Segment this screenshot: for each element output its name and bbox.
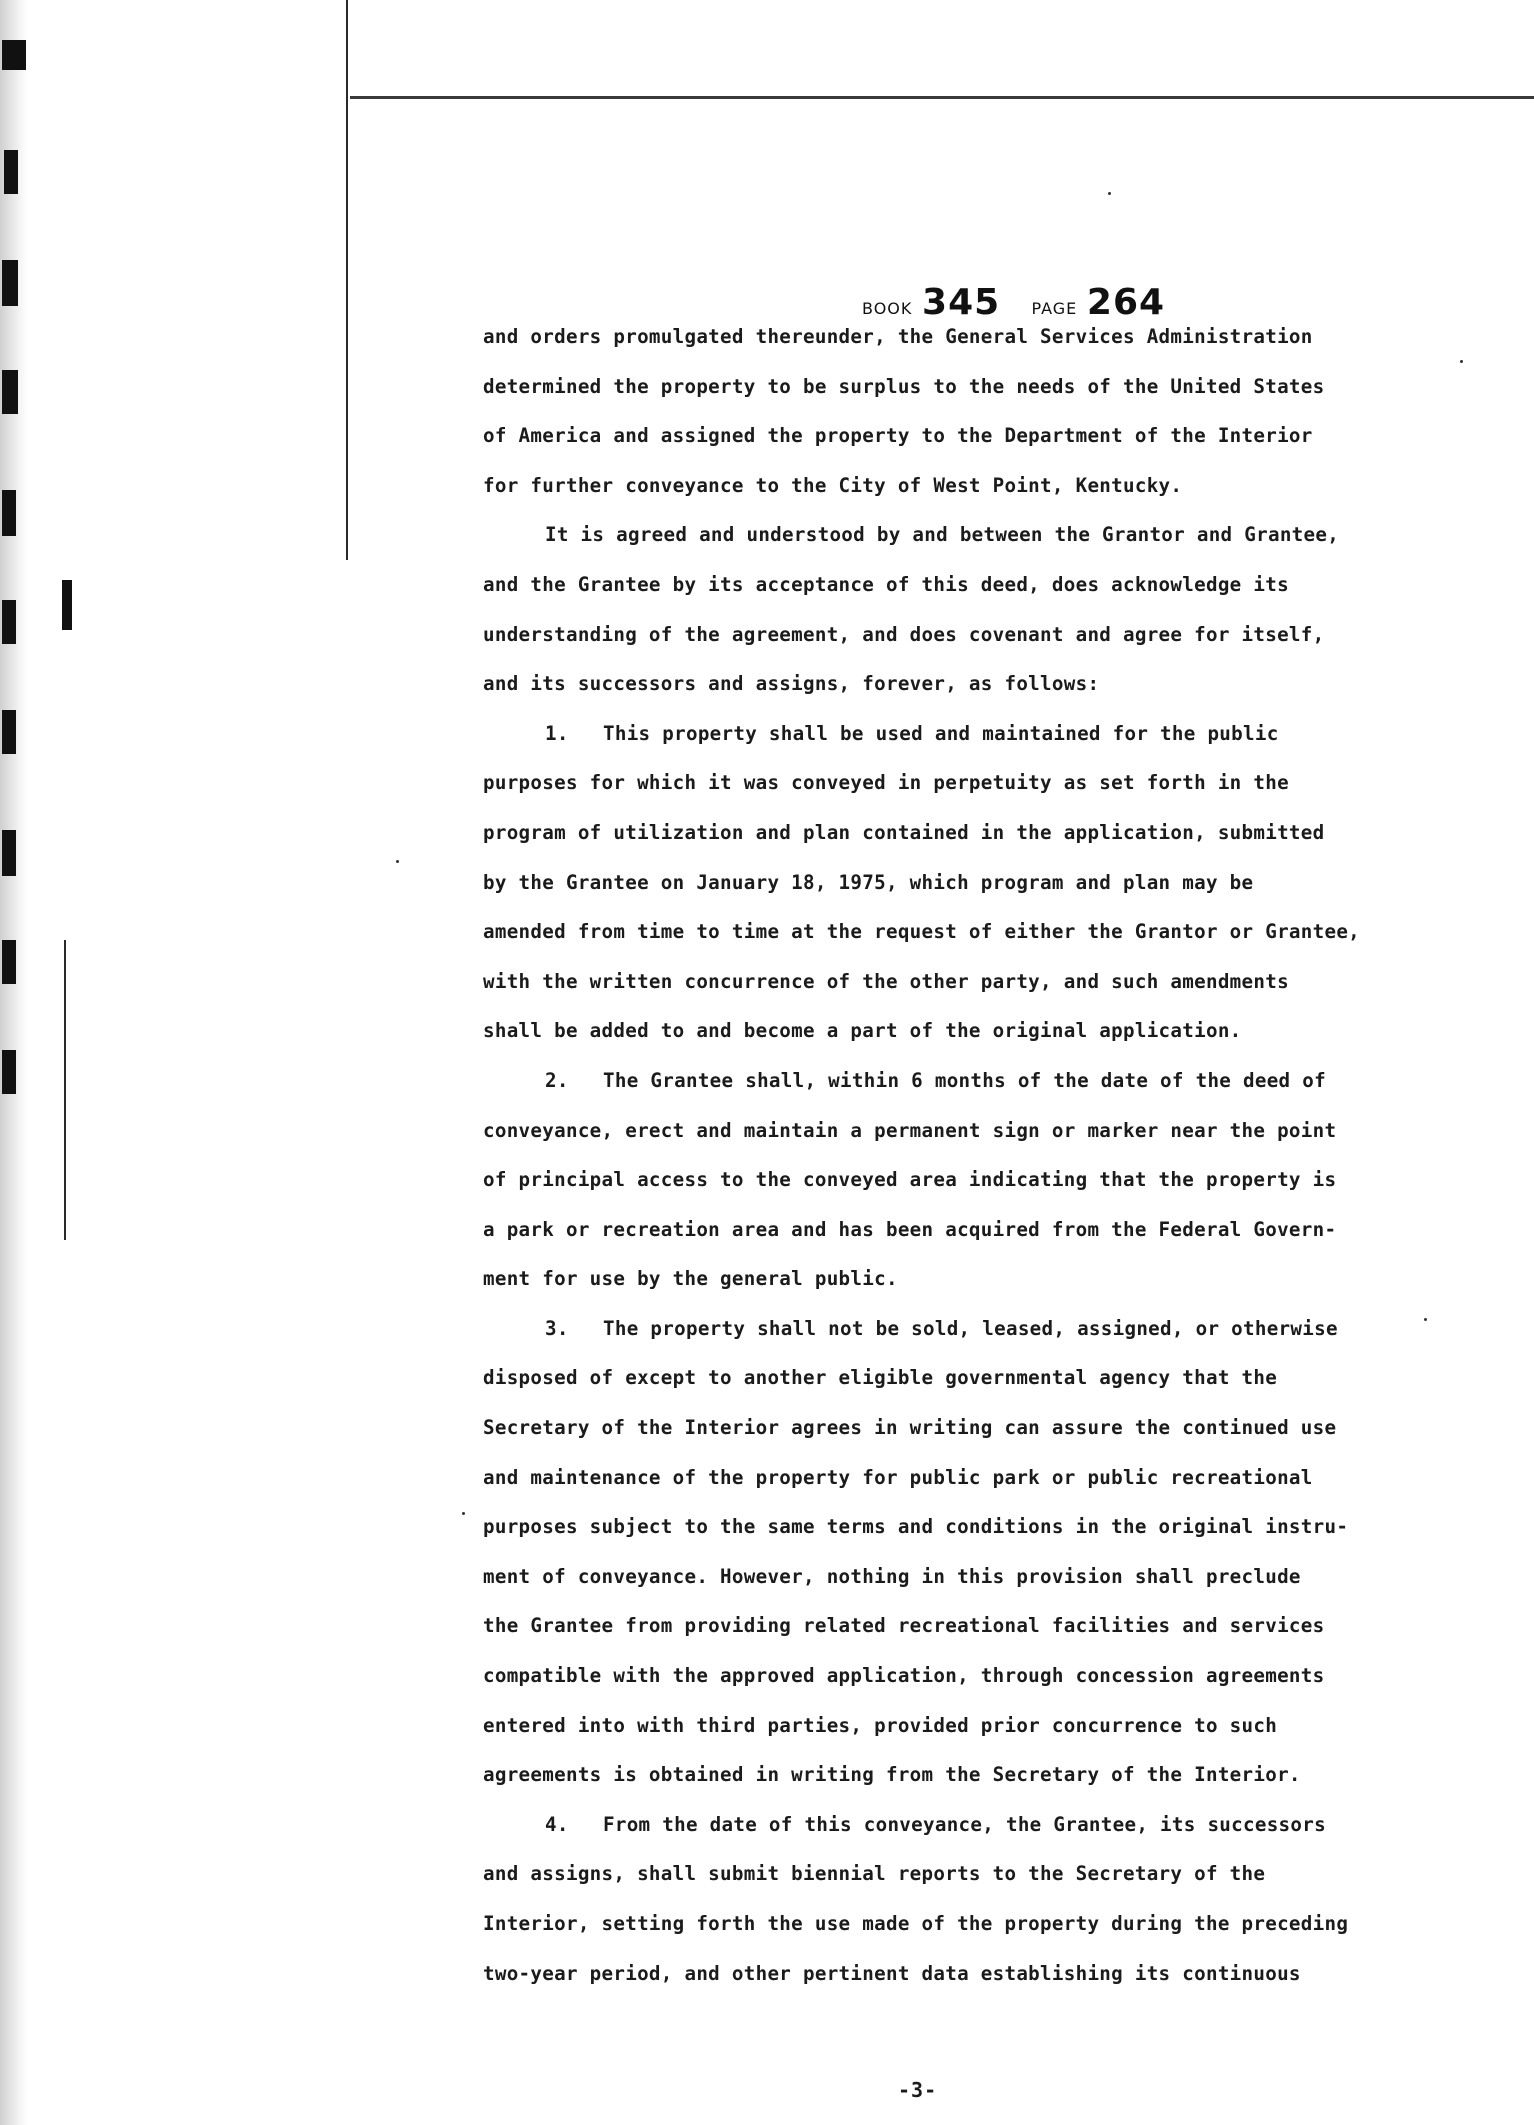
text-line bbox=[483, 957, 1363, 1007]
text-line bbox=[483, 1701, 1363, 1751]
line-text: and orders promulgated thereunder, the General Services Administration bbox=[483, 325, 1313, 348]
paragraph-number: 3. bbox=[545, 1316, 569, 1340]
scan-blot bbox=[2, 370, 18, 414]
paragraph-number: 4. bbox=[545, 1812, 569, 1836]
scan-blot bbox=[2, 710, 16, 754]
text-line bbox=[483, 1106, 1363, 1156]
text-line bbox=[483, 1949, 1363, 1999]
line-text: Secretary of the Interior agrees in writing can assure the continued use bbox=[483, 1416, 1337, 1440]
line-text: disposed of except to another eligible governmental agency that the bbox=[483, 1366, 1278, 1390]
line-text: From the date of this conveyance, the Grantee, its successors bbox=[603, 1812, 1326, 1836]
scan-speck bbox=[1460, 360, 1463, 363]
text-line bbox=[483, 907, 1363, 957]
scan-blot bbox=[2, 1050, 16, 1094]
text-line bbox=[483, 1056, 1363, 1106]
line-text: a park or recreation area and has been acquired from the Federal Govern- bbox=[483, 1217, 1337, 1241]
line-text: Interior, setting forth the use made of the property during the preceding bbox=[483, 1912, 1349, 1935]
text-line bbox=[483, 461, 1363, 511]
line-text: compatible with the approved application, through concession agreements bbox=[483, 1664, 1325, 1688]
text-line bbox=[483, 1205, 1363, 1255]
paragraph bbox=[483, 709, 1363, 1056]
paragraph bbox=[483, 1800, 1363, 1998]
line-text: two-year period, and other pertinent data establishing its continuous bbox=[483, 1961, 1301, 1985]
text-line bbox=[483, 1453, 1363, 1503]
line-text: the Grantee from providing related recreational facilities and services bbox=[483, 1614, 1325, 1638]
scan-speck bbox=[396, 860, 399, 863]
scan-blot bbox=[2, 40, 26, 70]
paragraph bbox=[483, 510, 1363, 708]
line-text: purposes subject to the same terms and conditions in the original instru- bbox=[483, 1515, 1349, 1539]
line-text: agreements is obtained in writing from the Secretary of the Interior. bbox=[483, 1763, 1301, 1787]
text-line bbox=[483, 560, 1363, 610]
text-line bbox=[483, 1800, 1363, 1850]
line-text: amended from time to time at the request of either the Grantor or Grantee, bbox=[483, 920, 1361, 944]
line-text: The Grantee shall, within 6 months of the date of the deed of bbox=[603, 1068, 1326, 1092]
line-text: of principal access to the conveyed area indicating that the property is bbox=[483, 1168, 1337, 1192]
line-text: understanding of the agreement, and does covenant and agree for itself, bbox=[483, 622, 1325, 646]
line-text: with the written concurrence of the other party, and such amendments bbox=[483, 969, 1289, 993]
scan-blot bbox=[62, 580, 72, 630]
text-line bbox=[483, 659, 1363, 709]
text-line bbox=[483, 858, 1363, 908]
text-line bbox=[483, 1155, 1363, 1205]
scan-top-rule bbox=[350, 96, 1534, 99]
scan-blot bbox=[2, 830, 16, 876]
line-text: purposes for which it was conveyed in perpetuity as set forth in the bbox=[483, 771, 1289, 795]
scan-blot bbox=[2, 490, 16, 536]
text-line bbox=[483, 362, 1363, 412]
text-line bbox=[483, 709, 1363, 759]
line-text: determined the property to be surplus to the needs of the United States bbox=[483, 374, 1325, 398]
scan-speck bbox=[1108, 192, 1111, 195]
paragraph-number: 2. bbox=[545, 1068, 569, 1092]
paragraph-number: 1. bbox=[545, 721, 569, 745]
text-line bbox=[483, 1304, 1363, 1354]
text-line bbox=[483, 312, 1363, 362]
text-line bbox=[483, 1899, 1363, 1949]
line-text: for further conveyance to the City of West Point, Kentucky. bbox=[483, 473, 1183, 497]
paragraph bbox=[483, 1056, 1363, 1304]
text-line bbox=[483, 411, 1363, 461]
text-line bbox=[483, 1552, 1363, 1602]
scan-fold-line bbox=[346, 0, 348, 560]
text-line bbox=[483, 758, 1363, 808]
line-text: conveyance, erect and maintain a permanent sign or marker near the point bbox=[483, 1118, 1337, 1142]
stamp-page-number: 264 bbox=[1086, 282, 1166, 323]
scan-fold-line bbox=[64, 940, 66, 1240]
page-number: -3- bbox=[898, 2078, 938, 2102]
text-line bbox=[483, 1750, 1363, 1800]
page-label: PAGE bbox=[1031, 299, 1078, 318]
scan-blot bbox=[2, 940, 16, 984]
scan-blot bbox=[4, 150, 18, 194]
text-line bbox=[483, 1601, 1363, 1651]
scan-speck bbox=[462, 1512, 465, 1515]
text-line bbox=[483, 1006, 1363, 1056]
line-text: of America and assigned the property to the Department of the Interior bbox=[483, 424, 1313, 448]
text-line bbox=[483, 610, 1363, 660]
deed-body-text bbox=[483, 312, 1363, 1998]
paragraph bbox=[483, 1304, 1363, 1800]
line-text: It is agreed and understood by and between the Grantor and Grantee, bbox=[545, 523, 1340, 547]
line-text: and maintenance of the property for public park or public recreational bbox=[483, 1465, 1313, 1489]
text-line bbox=[483, 510, 1363, 560]
text-line bbox=[483, 1353, 1363, 1403]
line-text: shall be added to and become a part of the original application. bbox=[483, 1019, 1242, 1043]
text-line bbox=[483, 1849, 1363, 1899]
line-text: by the Grantee on January 18, 1975, which program and plan may be bbox=[483, 870, 1254, 894]
scan-speck bbox=[1424, 1318, 1427, 1321]
book-label: BOOK bbox=[862, 299, 913, 318]
paragraph bbox=[483, 312, 1363, 510]
text-line bbox=[483, 1502, 1363, 1552]
line-text: entered into with third parties, provided prior concurrence to such bbox=[483, 1713, 1278, 1737]
line-text: and its successors and assigns, forever, as follows: bbox=[483, 672, 1100, 696]
scan-blot bbox=[2, 600, 16, 644]
line-text: program of utilization and plan contained in the application, submitted bbox=[483, 820, 1325, 844]
scan-blot bbox=[2, 260, 18, 306]
text-line bbox=[483, 1651, 1363, 1701]
text-line bbox=[483, 1403, 1363, 1453]
line-text: This property shall be used and maintained for the public bbox=[603, 721, 1279, 745]
line-text: and assigns, shall submit biennial reports to the Secretary of the bbox=[483, 1862, 1266, 1886]
line-text: ment of conveyance. However, nothing in this provision shall preclude bbox=[483, 1564, 1301, 1588]
text-line bbox=[483, 808, 1363, 858]
book-number: 345 bbox=[922, 282, 1001, 323]
line-text: The property shall not be sold, leased, assigned, or otherwise bbox=[603, 1316, 1338, 1340]
text-line bbox=[483, 1254, 1363, 1304]
line-text: and the Grantee by its acceptance of this deed, does acknowledge its bbox=[483, 572, 1289, 596]
line-text: ment for use by the general public. bbox=[483, 1267, 898, 1291]
